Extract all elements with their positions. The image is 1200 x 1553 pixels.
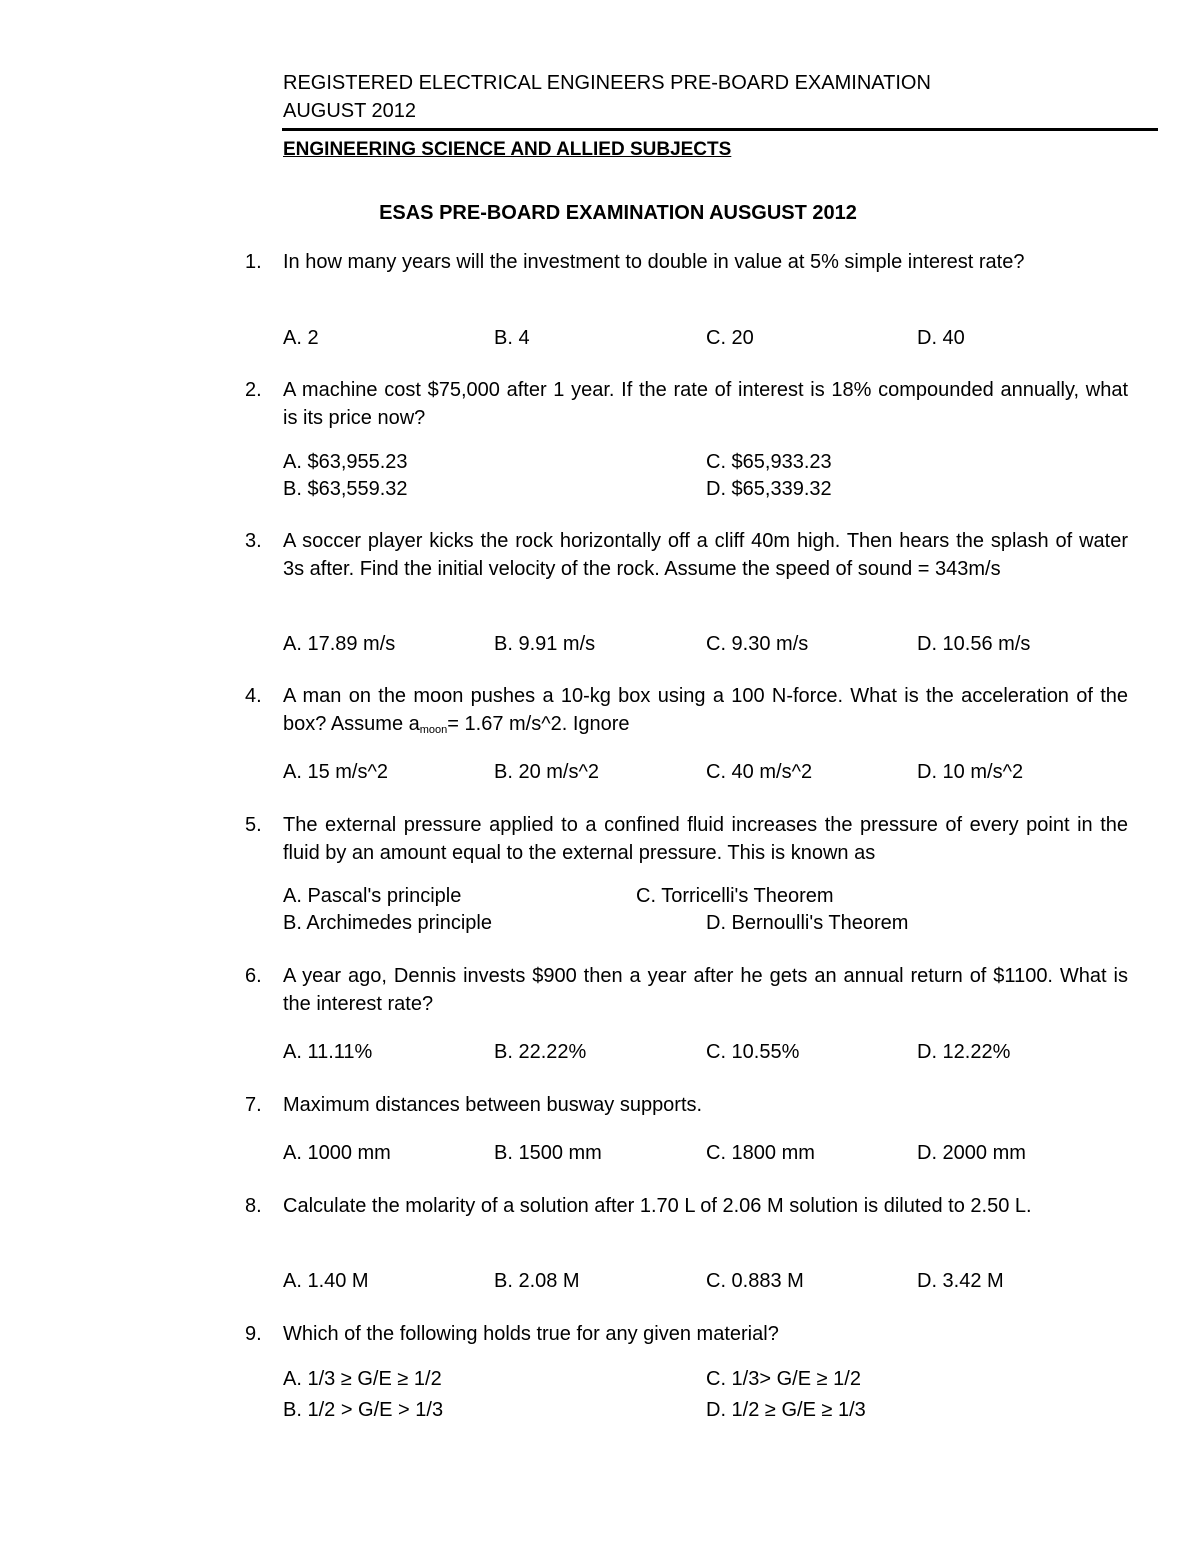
exam-header-line2: AUGUST 2012 xyxy=(283,100,417,122)
option-d: D. 3.42 M xyxy=(917,1270,1004,1292)
option-a: A. 15 m/s^2 xyxy=(283,761,388,783)
option-b: B. 1500 mm xyxy=(494,1142,602,1164)
option-d: D. 10 m/s^2 xyxy=(917,761,1024,783)
option-c: C. 1/3> G/E ≥ 1/2 xyxy=(706,1368,861,1390)
option-c: C. $65,933.23 xyxy=(706,451,832,473)
option-b: B. 20 m/s^2 xyxy=(494,761,599,783)
option-c: C. 10.55% xyxy=(706,1041,800,1063)
header-rule xyxy=(282,128,1158,131)
question-text: Calculate the molarity of a solution after 1.70 L of 2.06 M solution is diluted to 2.50 L. xyxy=(283,1195,1032,1217)
option-d: D. $65,339.32 xyxy=(706,478,832,500)
option-d: D. 2000 mm xyxy=(917,1142,1026,1164)
question-text: A soccer player kicks the rock horizontally off a cliff 40m high. Then hears the splash of water 3s after. Find the initial velocity of the rock. Assume the speed of sound = 343m/s xyxy=(283,530,1128,580)
option-a: A. 1000 mm xyxy=(283,1142,391,1164)
option-c: C. 20 xyxy=(706,327,754,349)
option-c: C. Torricelli's Theorem xyxy=(636,885,834,907)
question-number: 9. xyxy=(245,1323,262,1345)
option-c: C. 1800 mm xyxy=(706,1142,815,1164)
option-a: A. 1.40 M xyxy=(283,1270,369,1292)
subscript-moon: moon xyxy=(419,724,448,736)
question-text: The external pressure applied to a confined fluid increases the pressure of every point in the fluid by an amount equal to the external pressure. This is known as xyxy=(283,814,1128,864)
page-title: ESAS PRE-BOARD EXAMINATION AUSGUST 2012 xyxy=(379,202,857,224)
question-3 xyxy=(245,527,1128,583)
option-c: C. 0.883 M xyxy=(706,1270,804,1292)
option-a: A. 1/3 ≥ G/E ≥ 1/2 xyxy=(283,1368,442,1390)
option-a: A. 17.89 m/s xyxy=(283,633,396,655)
option-d: D. 40 xyxy=(917,327,965,349)
option-a: A. Pascal's principle xyxy=(283,885,462,907)
question-text xyxy=(283,682,1128,744)
subject-title: ENGINEERING SCIENCE AND ALLIED SUBJECTS xyxy=(283,139,732,160)
exam-header-line1: REGISTERED ELECTRICAL ENGINEERS PRE-BOARD EXAMINATION xyxy=(283,72,931,94)
option-d: D. Bernoulli's Theorem xyxy=(706,912,909,934)
question-text: In how many years will the investment to double in value at 5% simple interest rate? xyxy=(283,251,1025,273)
question-number: 1. xyxy=(245,251,262,273)
question-number: 4. xyxy=(245,685,262,707)
question-6 xyxy=(245,962,1128,1018)
option-a: A. $63,955.23 xyxy=(283,451,408,473)
question-4 xyxy=(245,682,1128,744)
question-number: 2. xyxy=(245,379,262,401)
option-b: B. 9.91 m/s xyxy=(494,633,596,655)
question-8 xyxy=(245,1192,1128,1220)
option-a: A. 11.11% xyxy=(283,1041,373,1063)
option-d: D. 1/2 ≥ G/E ≥ 1/3 xyxy=(706,1399,866,1421)
question-text: Which of the following holds true for any given material? xyxy=(283,1323,779,1345)
question-text: A year ago, Dennis invests $900 then a year after he gets an annual return of $1100. What is the interest rate? xyxy=(283,965,1128,1015)
option-b: B. 2.08 M xyxy=(494,1270,580,1292)
option-c: C. 40 m/s^2 xyxy=(706,761,813,783)
question-number: 3. xyxy=(245,530,262,552)
option-b: B. 1/2 > G/E > 1/3 xyxy=(283,1399,444,1421)
question-1 xyxy=(245,248,1128,276)
question-number: 8. xyxy=(245,1195,262,1217)
question-text-part2: = 1.67 m/s^2. Ignore xyxy=(447,713,630,735)
option-b: B. 4 xyxy=(494,327,530,349)
option-d: D. 12.22% xyxy=(917,1041,1011,1063)
question-5 xyxy=(245,811,1128,867)
question-text: A machine cost $75,000 after 1 year. If the rate of interest is 18% compounded annually, what is its price now? xyxy=(283,379,1128,429)
option-d: D. 10.56 m/s xyxy=(917,633,1031,655)
question-number: 6. xyxy=(245,965,262,987)
question-9 xyxy=(245,1320,1128,1348)
option-c: C. 9.30 m/s xyxy=(706,633,809,655)
option-b: B. Archimedes principle xyxy=(283,912,492,934)
question-text: Maximum distances between busway supports. xyxy=(283,1094,703,1116)
option-b: B. 22.22% xyxy=(494,1041,587,1063)
option-a: A. 2 xyxy=(283,327,319,349)
question-2 xyxy=(245,376,1128,432)
question-7 xyxy=(245,1091,1128,1119)
option-b: B. $63,559.32 xyxy=(283,478,408,500)
question-number: 5. xyxy=(245,814,262,836)
question-number: 7. xyxy=(245,1094,262,1116)
question-text-part1: A man on the moon pushes a 10-kg box using a 100 N-force. What is the acceleration of the box? Assume a xyxy=(283,685,1128,735)
